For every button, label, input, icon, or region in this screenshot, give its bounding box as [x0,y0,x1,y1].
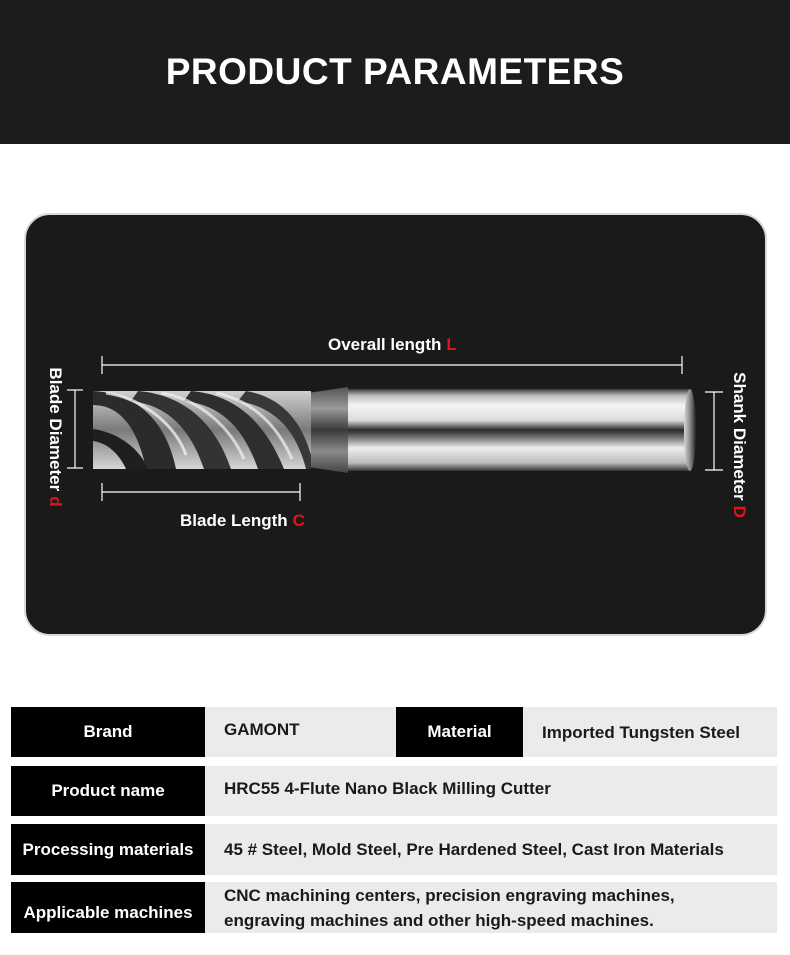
blade-diameter-label-container [44,362,66,512]
applicable-machines-line-2: engraving machines and other high-speed machines. [224,911,654,930]
shank [346,389,691,471]
spec-row-product-name [11,766,777,816]
page-header [0,0,790,144]
processing-materials-label: Processing materials [11,824,205,875]
material-label: Material [396,707,523,757]
applicable-machines-value [205,882,777,933]
spec-row-brand [11,707,777,757]
overall-length-label: Overall length L [328,335,457,354]
applicable-machines-line-1: CNC machining centers, precision engraving machines, [224,886,675,905]
shank-diameter-label: Shank DiameterD [730,372,749,518]
spec-row-applicable-machines [11,882,777,933]
product-name-value: HRC55 4-Flute Nano Black Milling Cutter [205,766,777,816]
blade-length-label: Blade Length C [180,511,305,530]
dimension-diagram [24,213,767,636]
applicable-machines-label: Applicable machines [11,882,205,933]
spec-row-processing-materials [11,824,777,875]
page-title: PRODUCT PARAMETERS [165,51,625,92]
product-name-label: Product name [11,766,205,816]
shank-diameter-label-container [728,365,750,525]
neck [308,387,348,473]
material-value: Imported Tungsten Steel [523,707,777,757]
blade-diameter-label: Blade Diameterd [46,367,65,507]
brand-value: GAMONT [205,707,396,757]
brand-label: Brand [11,707,205,757]
processing-materials-value: 45 # Steel, Mold Steel, Pre Hardened Steel, Cast Iron Materials [205,824,777,875]
end-mill-illustration [26,215,767,636]
